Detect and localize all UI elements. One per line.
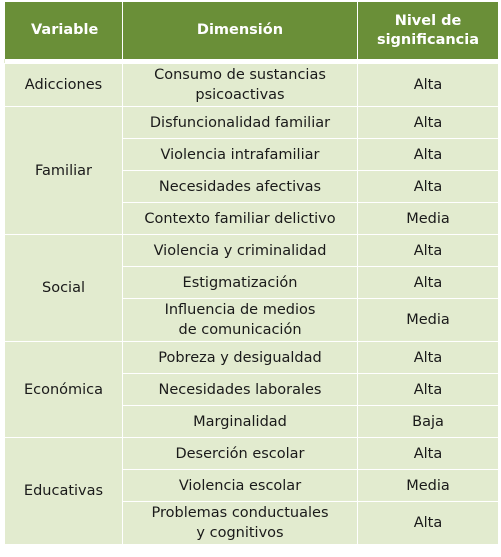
dimension-cell (123, 139, 358, 171)
dimension-cell (123, 438, 358, 470)
header-significance-line1: Nivel de (394, 12, 462, 29)
dimension-cell (123, 406, 358, 438)
dimension-text: Necesidades laborales (158, 381, 322, 398)
header-variable: Variable (5, 2, 123, 59)
dimension-text: Marginalidad (193, 413, 287, 430)
variable-cell: Educativas (5, 438, 123, 545)
dimension-cell (123, 502, 358, 545)
table-header (5, 2, 499, 64)
dimension-cell (123, 342, 358, 374)
table-row (5, 438, 499, 470)
dimension-cell (123, 374, 358, 406)
dimension-text: Influencia de medios (164, 302, 316, 318)
dimension-cell (123, 299, 358, 342)
significance-cell: Alta (358, 235, 499, 267)
significance-cell: Alta (358, 171, 499, 203)
dimension-text: Contexto familiar delictivo (144, 210, 336, 227)
dimension-cell (123, 107, 358, 139)
significance-cell: Alta (358, 139, 499, 171)
significance-cell: Alta (358, 64, 499, 107)
variable-cell: Social (5, 235, 123, 342)
table-row (5, 235, 499, 267)
significance-cell: Media (358, 203, 499, 235)
dimension-text: Pobreza y desigualdad (158, 349, 322, 366)
table-row (5, 342, 499, 374)
dimension-text: psicoactivas (195, 87, 285, 103)
dimension-cell (123, 267, 358, 299)
table-row (5, 64, 499, 107)
dimension-text: Necesidades afectivas (158, 178, 322, 195)
table-row (5, 107, 499, 139)
dimension-text: Violencia intrafamiliar (160, 146, 320, 163)
header-significance (358, 2, 499, 59)
significance-cell: Alta (358, 374, 499, 406)
dimension-text: Violencia escolar (178, 477, 302, 494)
significance-cell: Media (358, 299, 499, 342)
header-row (5, 2, 499, 59)
dimension-text: y cognitivos (196, 525, 284, 541)
dimension-text: Problemas conductuales (151, 505, 329, 521)
variable-cell: Familiar (5, 107, 123, 235)
dimension-text: Violencia y criminalidad (153, 242, 327, 259)
significance-cell: Baja (358, 406, 499, 438)
dimension-cell (123, 235, 358, 267)
dimension-text: de comunicación (178, 322, 302, 338)
header-significance-line2: significancia (376, 31, 480, 48)
significance-cell: Alta (358, 438, 499, 470)
variable-cell: Adicciones (5, 64, 123, 107)
significance-cell: Alta (358, 502, 499, 545)
significance-cell: Media (358, 470, 499, 502)
dimension-text: Consumo de sustancias (154, 67, 326, 83)
table-body (5, 64, 499, 545)
header-dimension: Dimensión (123, 2, 358, 59)
significance-table (4, 2, 499, 545)
dimension-cell (123, 203, 358, 235)
dimension-text: Estigmatización (182, 274, 298, 291)
dimension-cell (123, 171, 358, 203)
dimension-cell (123, 64, 358, 107)
significance-cell: Alta (358, 267, 499, 299)
variable-cell: Económica (5, 342, 123, 438)
dimension-text: Deserción escolar (175, 445, 305, 462)
dimension-text: Disfuncionalidad familiar (149, 114, 331, 131)
significance-cell: Alta (358, 107, 499, 139)
significance-cell: Alta (358, 342, 499, 374)
dimension-cell (123, 470, 358, 502)
